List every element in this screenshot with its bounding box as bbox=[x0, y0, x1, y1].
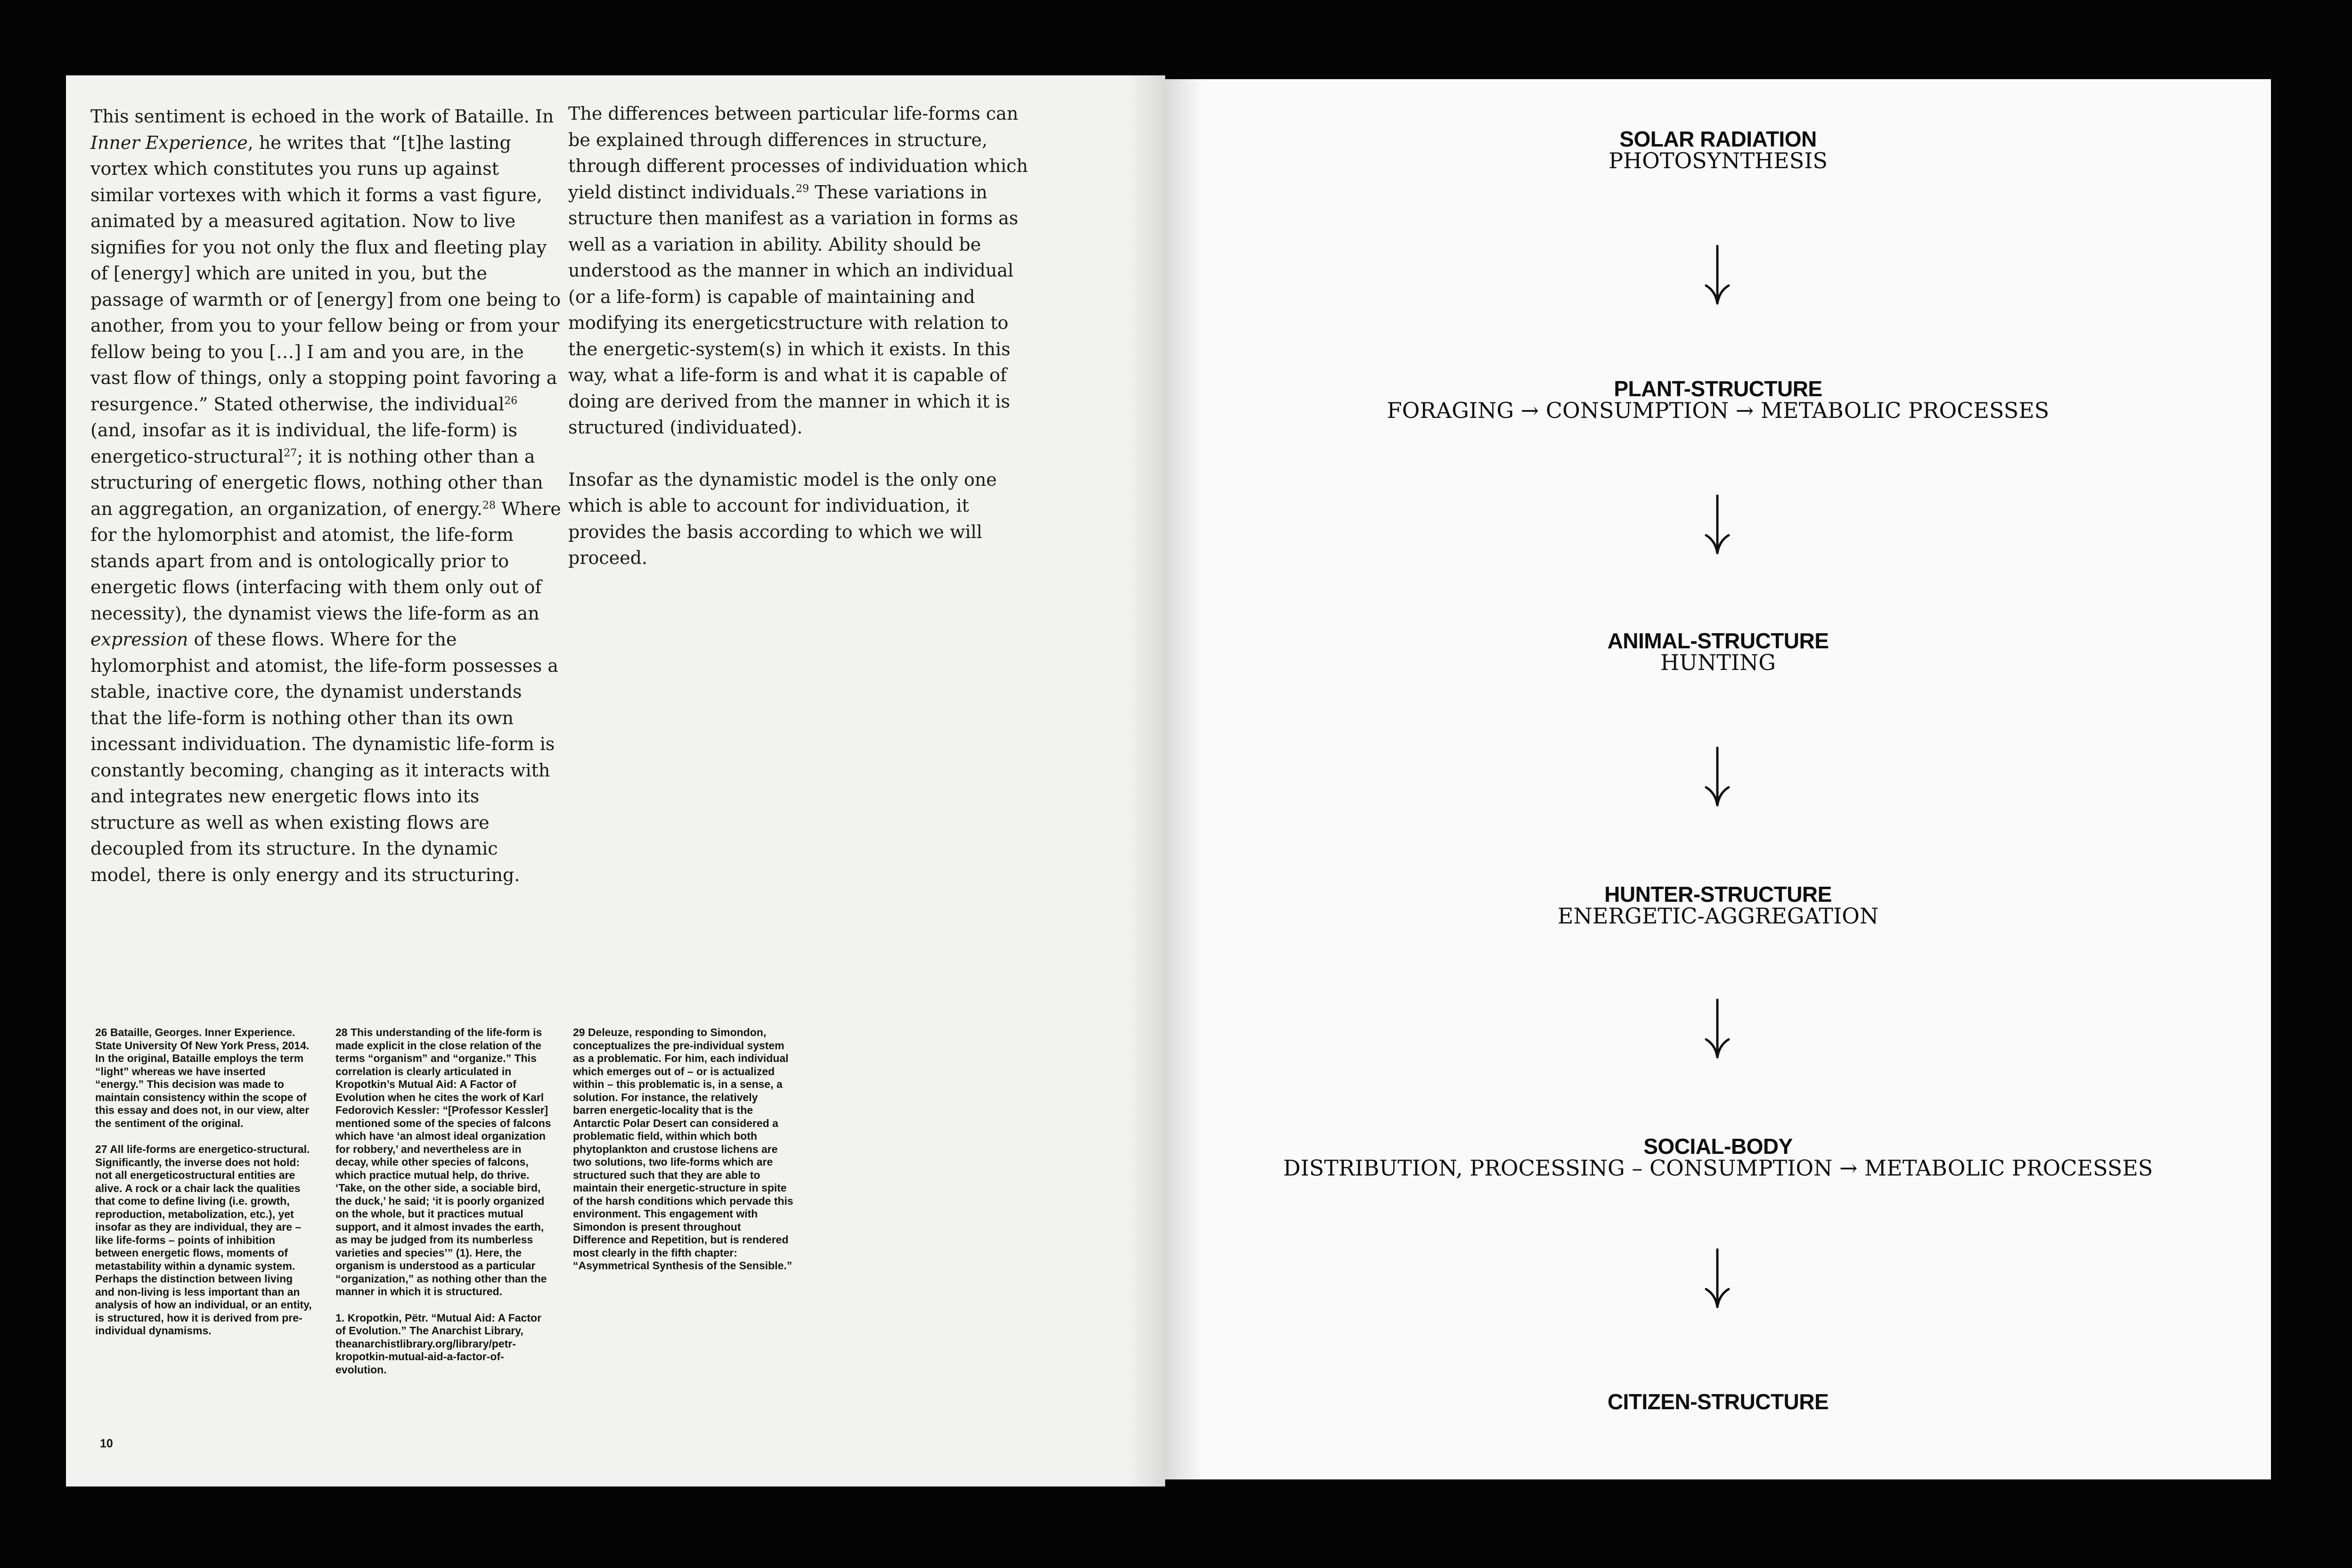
flow-stage-plant-structure bbox=[1165, 376, 2271, 421]
stage-subtitle: DISTRIBUTION, PROCESSING – CONSUMPTION → METABOLIC PROCESSES bbox=[1283, 1155, 2153, 1181]
flow-stage-hunter-structure bbox=[1165, 882, 2271, 927]
page-number: 10 bbox=[100, 1437, 113, 1450]
body-paragraph: This sentiment is echoed in the work of Bataille. In Inner Experience, he writes that “[t]he lasting vortex which constitutes you runs up against similar vortexes with which it forms a vast figure, animated by a measured agitation. Now to live signifies for you not only the flux and fleeting play of [energy] which are united in you, but the passage of warmth or of [energy] from one being to another, from you to your fellow being or from your fellow being to you […] I am and you are, in the vast flow of things, only a stopping point favoring a resurgence.” Stated otherwise, the individual$^{26}$ (and, insofar as it is individual, the life-form) is energetico-structural$^{27}$; it is nothing other than a structuring of energetic flows, nothing other than an aggregation, an organization, of energy.$^{28}$ Where for the hylomorphist and atomist, the life-form stands apart from and is ontologically prior to energetic flows (interfacing with them only out of necessity), the dynamist views the life-form as an expression of these flows. Where for the hylomorphist and atomist, the life-form possesses a stable, inactive core, the dynamist understands that the life-form is nothing other than its own incessant individuation. The dynamistic life-form is constantly becoming, changing as it interacts with and integrates new energetic flows into its structure as well as when existing flows are decoupled from its structure. In the dynamic model, there is only energy and its structuring. bbox=[90, 106, 561, 885]
page-gutter-shadow bbox=[1165, 79, 1203, 1479]
flow-stage-solar-radiation bbox=[1165, 126, 2271, 172]
footnote-marker-26: 26 bbox=[504, 394, 518, 407]
body-column-1 bbox=[90, 104, 562, 914]
stage-title: SOCIAL-BODY bbox=[1643, 1134, 1793, 1159]
stage-subtitle: FORAGING → CONSUMPTION → METABOLIC PROCESSES bbox=[1387, 398, 2050, 423]
footnotes-column-3 bbox=[573, 1026, 794, 1286]
down-arrow-icon bbox=[1704, 998, 1731, 1059]
stage-title: HUNTER-STRUCTURE bbox=[1604, 882, 1832, 906]
footnotes-column-1 bbox=[95, 1026, 312, 1351]
footnotes-column-2 bbox=[335, 1026, 552, 1389]
footnote-27: 27 All life-forms are energetico-structural. Significantly, the inverse does not hold: not all energeticostructural entities are alive. A rock or a chair lack the qualities that come to define living (i.e. growth, reproduction, metabolization, etc.), yet insofar as they are individual, they are – like life-forms – points of inhibition between energetic flows, moments of metastability within a dynamic system. Perhaps the distinction between living and non-living is less important than an analysis of how an individual, or an entity, is structured, how it is derived from pre-individual dynamisms. bbox=[95, 1143, 312, 1337]
down-arrow-icon bbox=[1704, 494, 1731, 555]
stage-title: SOLAR RADIATION bbox=[1619, 127, 1817, 151]
body-paragraph: The differences between particular life-forms can be explained through differences in structure, through different processes of individuation which yield distinct individuals.$^{29}$ These variations in structure then manifest as a variation in forms as well as a variation in ability. Ability should be understood as the manner in which an individual (or a life-form) is capable of maintaining and modifying its energeticstructure with relation to the energetic-system(s) in which it exists. In this way, what a life-form is and what it is capable of doing are derived from the manner in which it is structured (individuated). bbox=[568, 103, 1028, 438]
flow-stage-animal-structure bbox=[1165, 628, 2271, 673]
footnote-marker-27: 27 bbox=[284, 447, 297, 459]
stage-title: PLANT-STRUCTURE bbox=[1614, 376, 1822, 401]
page-gutter-shadow bbox=[1127, 75, 1165, 1486]
left-page bbox=[66, 75, 1165, 1486]
footnote-29: 29 Deleuze, responding to Simondon, conceptualizes the pre-individual system as a problematic. For him, each individual which emerges out of – or is actualized within – this problematic is, in a sense, a solution. For instance, the relatively barren energetic-locality that is the Antarctic Polar Desert can considered a problematic field, within which both phytoplankton and crustose lichens are two solutions, two life-forms which are structured such that they are able to maintain their energetic-structure in spite of the harsh conditions which pervade this environment. This engagement with Simondon is present throughout Difference and Repetition, but is rendered most clearly in the fifth chapter: “Asymmetrical Synthesis of the Sensible.” bbox=[573, 1026, 793, 1272]
stage-subtitle: HUNTING bbox=[1660, 650, 1776, 675]
stage-title: CITIZEN-STRUCTURE bbox=[1607, 1389, 1829, 1414]
right-page bbox=[1165, 79, 2271, 1479]
stage-title: ANIMAL-STRUCTURE bbox=[1607, 629, 1829, 653]
down-arrow-icon bbox=[1704, 244, 1731, 305]
footnote-26: 26 Bataille, Georges. Inner Experience. State University Of New York Press, 2014. In the original, Bataille employs the term “light” whereas we have inserted “energy.” This decision was made to maintain consistency within the scope of this essay and does not, in our view, alter the sentiment of the original. bbox=[95, 1026, 310, 1129]
stage-subtitle: ENERGETIC-AGGREGATION bbox=[1557, 903, 1879, 929]
footnote-28: 28 This understanding of the life-form is made explicit in the close relation of the terms “organism” and “organize.” This correlation is clearly articulated in Kropotkin’s Mutual Aid: A Factor of Evolution when he cites the work of Karl Fedorovich Kessler: “[Professor Kessler] mentioned some of the species of falcons which have ‘an almost ideal organization for robbery,’ and nevertheless are in decay, while other species of falcons, which practice mutual help, do thrive. ‘Take, on the other side, a sociable bird, the duck,’ he said; ‘it is poorly organized on the whole, but it practices mutual support, and it almost invades the earth, as may be judged from its numberless varieties and species’” (1). Here, the organism is understood as a particular “organization,” as nothing other than the manner in which it is structured. bbox=[335, 1026, 551, 1298]
down-arrow-icon bbox=[1704, 746, 1731, 807]
body-paragraph: Insofar as the dynamistic model is the only one which is able to account for individuation, it provides the basis according to which we will proceed. bbox=[568, 469, 997, 568]
flow-stage-citizen-structure bbox=[1165, 1389, 2271, 1414]
stage-subtitle: PHOTOSYNTHESIS bbox=[1609, 148, 1828, 173]
footnote-28-reference: 1. Kropotkin, Pëtr. “Mutual Aid: A Factor of Evolution.” The Anarchist Library, theanarchistlibrary.org/library/petr-kropotkin-mutual-aid-a-factor-of-evolution. bbox=[335, 1311, 542, 1376]
body-column-2 bbox=[568, 101, 1039, 597]
footnote-marker-28: 28 bbox=[482, 499, 496, 511]
footnote-marker-29: 29 bbox=[796, 182, 809, 195]
flow-stage-social-body bbox=[1165, 1134, 2271, 1179]
down-arrow-icon bbox=[1704, 1248, 1731, 1309]
